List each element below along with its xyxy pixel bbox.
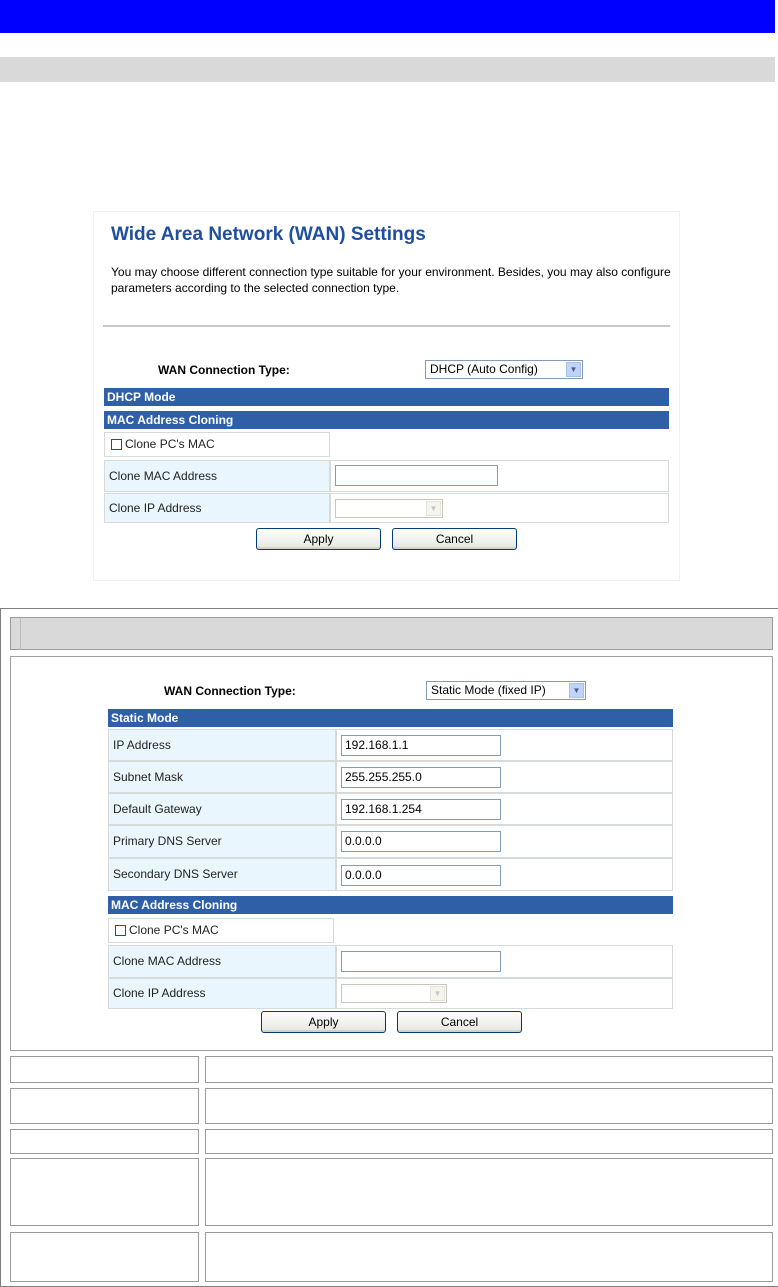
secondary-dns-cell [336, 858, 673, 891]
wan-settings-screenshot-static [106, 673, 677, 1046]
section-header-static-mode: Static Mode [108, 709, 673, 727]
clone-ip-address-cell [330, 493, 669, 523]
secondary-dns-input[interactable]: 0.0.0.0 [341, 865, 501, 886]
clone-ip-address-label: Clone IP Address [104, 493, 330, 523]
default-gateway-label: Default Gateway [108, 793, 336, 825]
clone-pc-mac-row[interactable] [104, 432, 330, 457]
page-description: You may choose different connection type suitable for your environment. Besides, you may also configure parameters according to the selected connection type. [111, 265, 671, 295]
subnet-mask-cell [336, 761, 673, 793]
default-gateway-input[interactable]: 192.168.1.254 [341, 799, 501, 820]
wan-connection-type-select[interactable] [425, 360, 583, 379]
secondary-dns-label: Secondary DNS Server [108, 858, 336, 891]
clone-ip-address-select[interactable] [335, 499, 443, 518]
description-table-label-cell [10, 1129, 199, 1154]
description-table-label-cell [10, 1232, 199, 1282]
ip-address-label: IP Address [108, 729, 336, 761]
default-gateway-cell [336, 793, 673, 825]
apply-button[interactable]: Apply [261, 1011, 386, 1033]
divider [103, 325, 670, 327]
clone-mac-address-label: Clone MAC Address [108, 945, 336, 978]
apply-button[interactable]: Apply [256, 528, 381, 550]
section-header-mac-cloning: MAC Address Cloning [108, 896, 673, 914]
description-table-label-cell [10, 1158, 199, 1226]
clone-pc-mac-row[interactable] [108, 918, 334, 943]
static-mode-section-header [10, 617, 773, 650]
description-table-text-cell [205, 1056, 773, 1083]
description-table-text-cell [205, 1158, 773, 1226]
clone-mac-address-input[interactable] [341, 951, 501, 972]
ip-address-input[interactable]: 192.168.1.1 [341, 735, 501, 756]
chevron-down-icon: ▼ [430, 986, 445, 1001]
header-divider [20, 617, 21, 650]
ip-address-cell [336, 729, 673, 761]
section-heading-bar [0, 57, 775, 82]
subnet-mask-label: Subnet Mask [108, 761, 336, 793]
description-table-text-cell [205, 1232, 773, 1282]
description-table-text-cell [205, 1129, 773, 1154]
clone-ip-address-select[interactable] [341, 984, 447, 1003]
chevron-down-icon[interactable]: ▼ [566, 362, 581, 377]
section-header-dhcp-mode: DHCP Mode [104, 388, 669, 406]
primary-dns-label: Primary DNS Server [108, 825, 336, 858]
primary-dns-cell [336, 825, 673, 858]
clone-ip-address-cell [336, 978, 673, 1009]
cancel-button[interactable]: Cancel [392, 528, 517, 550]
wan-connection-type-select[interactable] [426, 681, 586, 700]
chevron-down-icon[interactable]: ▼ [569, 683, 584, 698]
clone-mac-address-cell [330, 460, 669, 492]
clone-ip-address-label: Clone IP Address [108, 978, 336, 1009]
wan-connection-type-label: WAN Connection Type: [164, 684, 296, 698]
description-table-label-cell [10, 1088, 199, 1124]
clone-mac-address-cell [336, 945, 673, 978]
checkbox-icon[interactable] [115, 925, 126, 936]
subnet-mask-input[interactable]: 255.255.255.0 [341, 767, 501, 788]
page-title: Wide Area Network (WAN) Settings [111, 224, 426, 245]
clone-pc-mac-label: Clone PC's MAC [125, 437, 215, 451]
clone-mac-address-input[interactable] [335, 465, 498, 486]
chevron-down-icon: ▼ [426, 501, 441, 516]
clone-pc-mac-label: Clone PC's MAC [129, 923, 219, 937]
clone-mac-address-label: Clone MAC Address [104, 460, 330, 492]
checkbox-icon[interactable] [111, 439, 122, 450]
description-table-label-cell [10, 1056, 199, 1083]
wan-settings-screenshot-dhcp [93, 211, 680, 581]
section-header-mac-cloning: MAC Address Cloning [104, 411, 669, 429]
wan-connection-type-value: Static Mode (fixed IP) [431, 683, 546, 697]
primary-dns-input[interactable]: 0.0.0.0 [341, 831, 501, 852]
wan-connection-type-label: WAN Connection Type: [158, 363, 290, 377]
description-table-text-cell [205, 1088, 773, 1124]
wan-connection-type-value: DHCP (Auto Config) [430, 362, 538, 376]
cancel-button[interactable]: Cancel [397, 1011, 522, 1033]
top-header-bar [0, 0, 775, 33]
